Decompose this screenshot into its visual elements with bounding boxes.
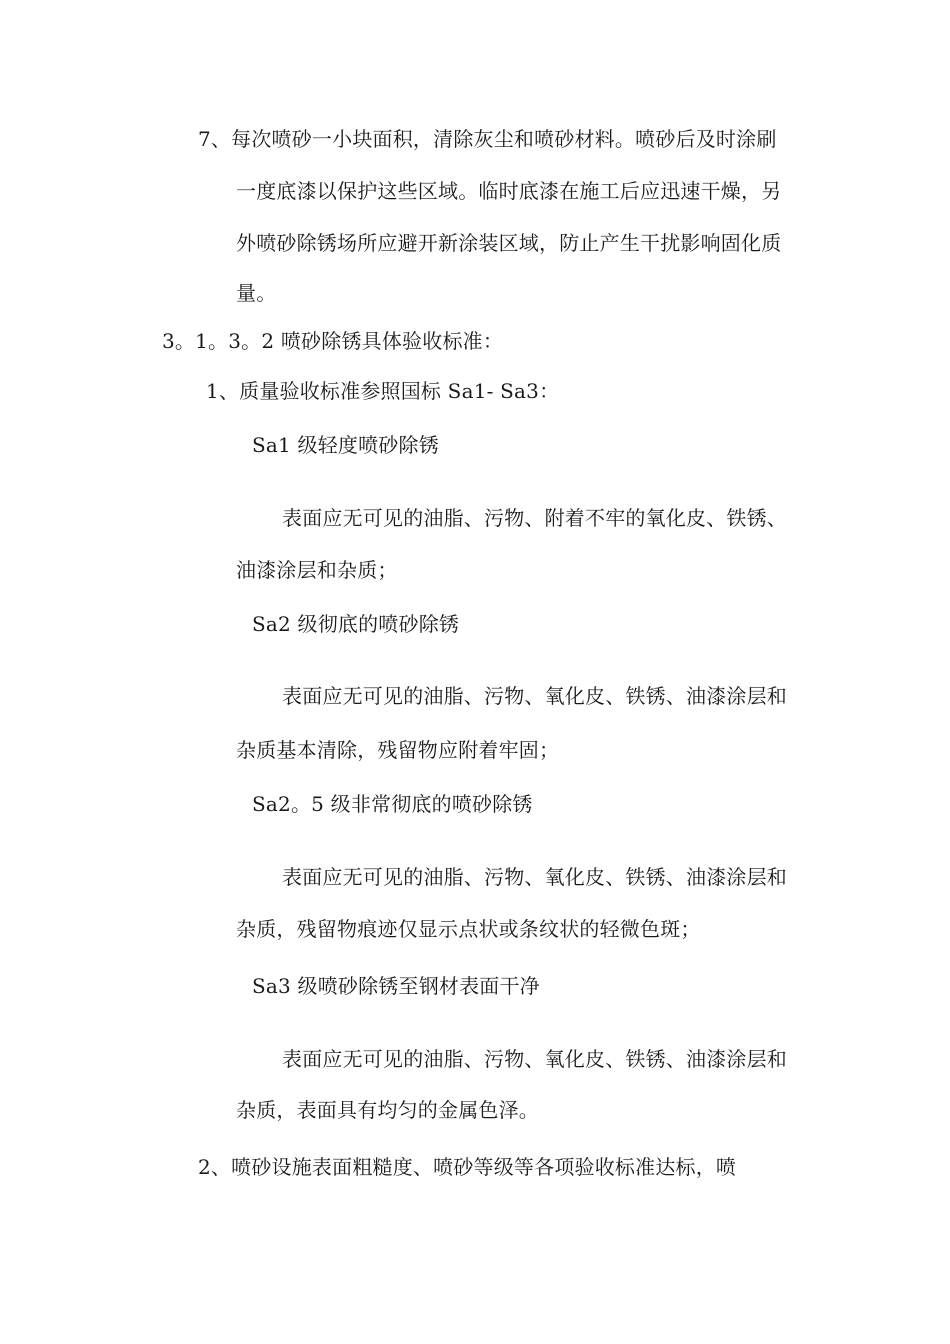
item7-line1: 7、每次喷砂一小块面积，清除灰尘和喷砂材料。喷砂后及时涂刷 [198,127,777,151]
grade-sa25-title: Sa2。5 级非常彻底的喷砂除锈 [252,792,533,816]
item2-text: 2、喷砂设施表面粗糙度、喷砂等级等各项验收标准达标，喷 [198,1155,737,1179]
grade-sa2-desc-line2: 杂质基本清除，残留物应附着牢固； [236,738,560,762]
grade-sa2-desc-line1: 表面应无可见的油脂、污物、氧化皮、铁锈、油漆涂层和 [282,684,787,708]
grade-sa3-desc-line2: 杂质，表面具有均匀的金属色泽。 [236,1098,539,1122]
item7-line2: 一度底漆以保护这些区域。临时底漆在施工后应迅速干燥，另 [236,179,782,203]
grade-sa1-title: Sa1 级轻度喷砂除锈 [252,433,439,457]
grade-sa2-title: Sa2 级彻底的喷砂除锈 [252,612,460,636]
item1-text: 1、质量验收标准参照国标 Sa1- Sa3： [206,379,560,403]
grade-sa3-desc-line1: 表面应无可见的油脂、污物、氧化皮、铁锈、油漆涂层和 [282,1047,787,1071]
grade-sa1-desc-line1: 表面应无可见的油脂、污物、附着不牢的氧化皮、铁锈、 [282,506,787,530]
item7-line4: 量。 [236,281,277,305]
grade-sa1-desc-line2: 油漆涂层和杂质； [236,558,398,582]
section-heading: 3。1。3。2 喷砂除锈具体验收标准： [162,329,504,353]
grade-sa25-desc-line2: 杂质，残留物痕迹仅显示点状或条纹状的轻微色斑； [236,917,701,941]
item7-line3: 外喷砂除锈场所应避开新涂装区域，防止产生干扰影响固化质 [236,231,782,255]
grade-sa3-title: Sa3 级喷砂除锈至钢材表面干净 [252,974,540,998]
grade-sa25-desc-line1: 表面应无可见的油脂、污物、氧化皮、铁锈、油漆涂层和 [282,865,787,889]
